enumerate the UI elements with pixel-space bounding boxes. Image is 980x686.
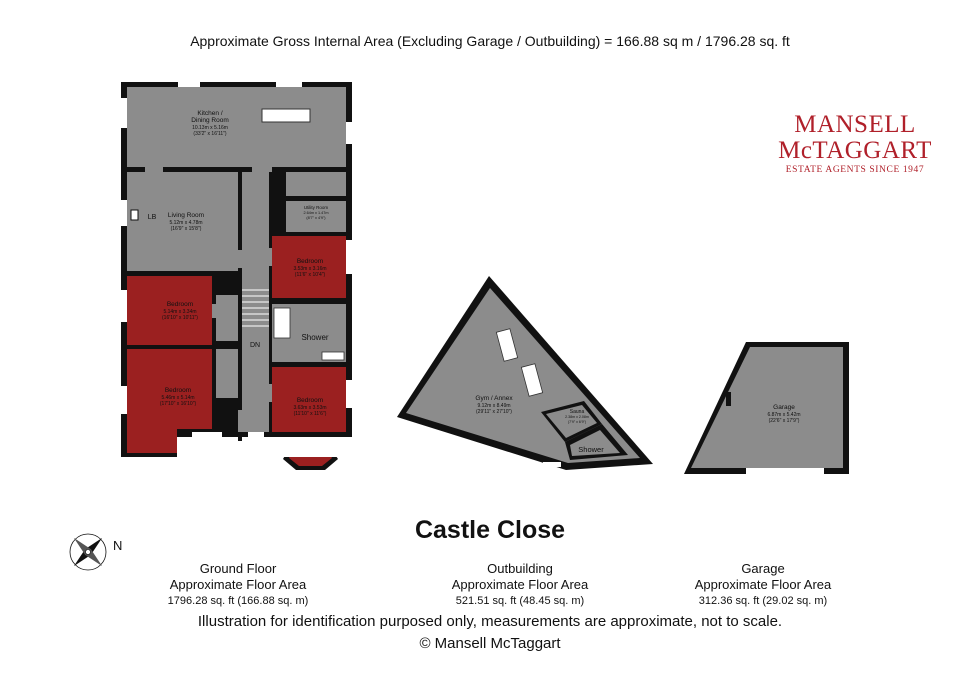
bedroom-3-metric: 5.46m x 5.14m: [161, 395, 195, 401]
shower-label: Shower: [301, 333, 329, 342]
gross-area-header: Approximate Gross Internal Area (Excluding Garage / Outbuilding) = 166.88 sq m / 1796.28 sq. ft: [190, 33, 790, 49]
garage-metric: 6.87m x 5.42m: [767, 412, 801, 418]
bedroom-2-label: Bedroom: [166, 301, 194, 308]
logo-tagline: ESTATE AGENTS SINCE 1947: [785, 165, 925, 175]
ground-floor-summary: [138, 561, 338, 609]
lb-label: LB: [147, 214, 157, 221]
utility-room-imperial: (8'7" x 4'9"): [306, 216, 326, 220]
bedroom-1-imperial: (11'6" x 10'4"): [294, 272, 326, 278]
gym-imperial: (29'11" x 27'10"): [476, 409, 512, 415]
garage-area-label: Approximate Floor Area: [694, 577, 832, 592]
logo-line-2: McTAGGART: [778, 137, 932, 164]
kitchen-label-line2: Dining Room: [191, 117, 229, 124]
hallway: [242, 172, 269, 434]
bedroom-2-imperial: (16'10" x 10'11"): [162, 315, 198, 321]
garage-name: Garage: [741, 561, 785, 576]
garage-imperial: (22'6" x 17'9"): [768, 418, 800, 424]
kitchen-label-line1: Kitchen /: [197, 110, 223, 117]
logo-line-1: MANSELL: [794, 111, 916, 138]
outbuilding-name: Outbuilding: [487, 561, 553, 576]
ground-floor-area-label: Approximate Floor Area: [169, 577, 307, 592]
utility-room-label: Utility Room: [303, 205, 329, 210]
ground-floor-area: 1796.28 sq. ft (166.88 sq. m): [167, 595, 309, 607]
garage-label: Garage: [773, 404, 795, 411]
bedroom-3-imperial: (17'10" x 16'10"): [159, 401, 197, 407]
outbuilding-shower-label: Shower: [578, 445, 604, 454]
gym-metric: 9.12m x 8.49m: [477, 403, 511, 409]
bedroom-2-metric: 5.14m x 3.34m: [163, 309, 197, 315]
kitchen-metric: 10.13m x 5.16m: [192, 125, 228, 131]
bedroom-4-imperial: (11'10" x 11'6"): [293, 411, 327, 417]
outbuilding-area-label: Approximate Floor Area: [451, 577, 589, 592]
sauna-metric: 2.38m x 2.08m: [565, 415, 589, 419]
living-room-metric: 5.12m x 4.78m: [169, 220, 203, 226]
outbuilding-plan: [397, 276, 653, 470]
bedroom-4-label: Bedroom: [296, 397, 324, 404]
garage-area: 312.36 sq. ft (29.02 sq. m): [698, 595, 828, 607]
kitchen-imperial: (33'2" x 16'11"): [193, 131, 227, 137]
gym-label: Gym / Annex: [475, 395, 513, 402]
garage-summary: [663, 561, 863, 609]
living-room-imperial: (16'9" x 15'8"): [170, 226, 202, 232]
bedroom-4-metric: 3.63m x 3.53m: [293, 405, 327, 411]
kitchen-dining-room: [127, 87, 346, 167]
disclaimer: Illustration for identification purposed only, measurements are approximate, not to scale.: [197, 613, 783, 630]
sauna-imperial: (7'9" x 6'9"): [567, 420, 587, 424]
ground-floor-name: Ground Floor: [199, 561, 277, 576]
garage-plan: [684, 342, 849, 474]
bedroom-1-label: Bedroom: [296, 258, 324, 265]
bedroom-1-metric: 3.53m x 3.16m: [293, 266, 327, 272]
copyright: © Mansell McTaggart: [419, 635, 561, 652]
compass-north-label: N: [113, 538, 123, 553]
bedroom-3-label: Bedroom: [164, 387, 192, 394]
sauna-label: Sauna: [569, 409, 585, 415]
outbuilding-area: 521.51 sq. ft (48.45 sq. m): [455, 595, 585, 607]
stairs-down-label: DN: [249, 342, 261, 349]
outbuilding-summary: [420, 561, 620, 609]
living-room-label: Living Room: [167, 212, 205, 219]
property-title: Castle Close: [414, 516, 566, 544]
utility-room-metric: 2.64m x 1.47m: [303, 211, 329, 215]
